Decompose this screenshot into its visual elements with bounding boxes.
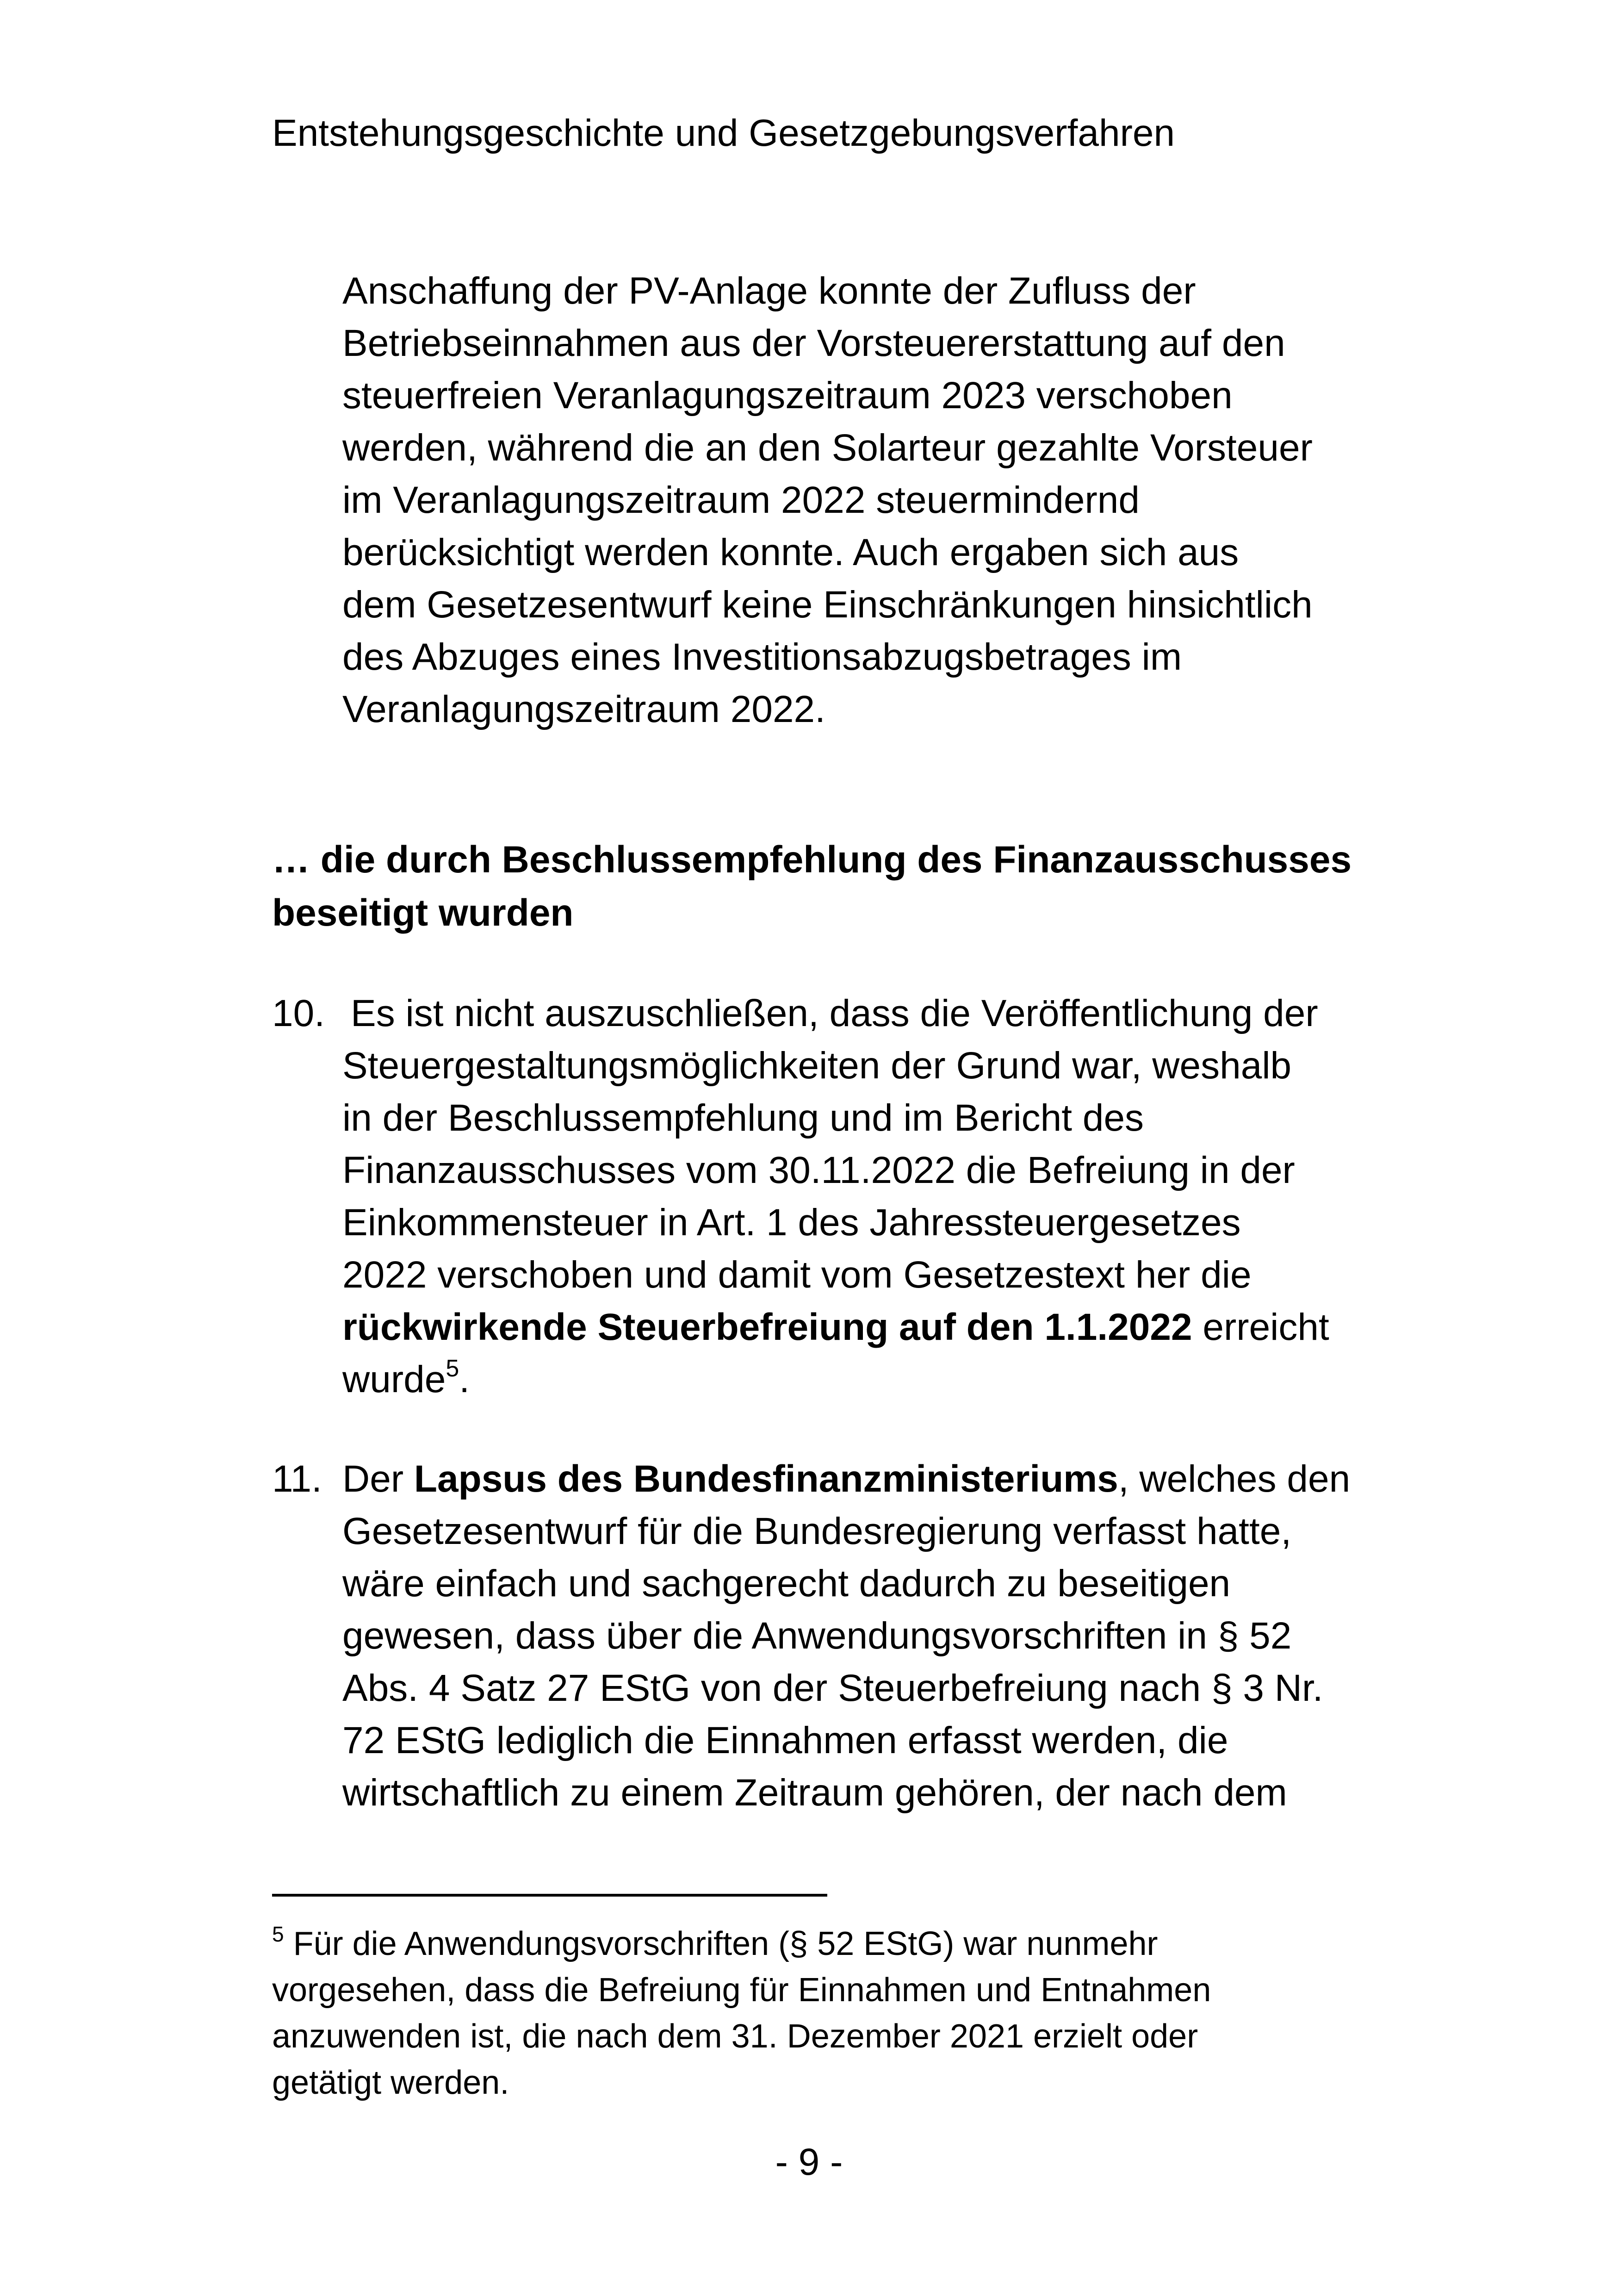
footnote-separator — [272, 1894, 827, 1897]
paragraph-number: 11. — [272, 1458, 322, 1500]
text-fragment: wurde — [342, 1358, 446, 1400]
text-line: Es ist nicht auszuschließen, dass die Veröffentlichung der — [351, 992, 1318, 1034]
text-line: Finanzausschusses vom 30.11.2022 die Befreiung in der — [342, 1149, 1295, 1191]
text-line — [342, 1301, 1329, 1353]
text-line: gewesen, dass über die Anwendungsvorschriften in § 52 — [342, 1615, 1292, 1657]
paragraph-number: 10. — [272, 992, 325, 1034]
text-line: 2022 verschoben und damit vom Gesetzestext her die — [342, 1254, 1252, 1296]
paragraph-11 — [272, 1453, 1351, 1819]
intro-paragraph — [342, 265, 1313, 735]
text-line: 72 EStG lediglich die Einnahmen erfasst werden, die — [342, 1719, 1228, 1761]
footnote-line: anzuwenden ist, die nach dem 31. Dezember 2021 erzielt oder — [272, 2018, 1198, 2055]
text-line: im Veranlagungszeitraum 2022 steuermindernd — [342, 479, 1140, 521]
text-line — [342, 1353, 1329, 1406]
text-line: Gesetzesentwurf für die Bundesregierung verfasst hatte, — [342, 1510, 1292, 1552]
bold-phrase: Lapsus des Bundesfinanzministeriums — [414, 1458, 1118, 1500]
text-line: Abs. 4 Satz 27 EStG von der Steuerbefreiung nach § 3 Nr. — [342, 1667, 1323, 1709]
footnote-reference[interactable]: 5 — [446, 1355, 459, 1382]
text-line: Steuergestaltungsmöglichkeiten der Grund war, weshalb — [342, 1045, 1292, 1087]
text-line: berücksichtigt werden konnte. Auch ergaben sich aus — [342, 531, 1239, 573]
footnote-line: getätigt werden. — [272, 2064, 509, 2101]
text-fragment: Für die Anwendungsvorschriften (§ 52 EStG) war nunmehr — [284, 1925, 1158, 1962]
section-heading — [272, 833, 1351, 940]
text-line: dem Gesetzesentwurf keine Einschränkungen hinsichtlich — [342, 584, 1313, 626]
text-fragment: erreicht — [1192, 1306, 1329, 1348]
text-line: Einkommensteuer in Art. 1 des Jahressteuergesetzes — [342, 1201, 1241, 1244]
footnote-marker: 5 — [272, 1922, 284, 1946]
footnote-line: vorgesehen, dass die Befreiung für Einnahmen und Entnahmen — [272, 1972, 1211, 2009]
page-number: - 9 - — [775, 2141, 843, 2183]
heading-line: … die durch Beschlussempfehlung des Finanzausschusses — [272, 839, 1352, 881]
text-line: werden, während die an den Solarteur gezahlte Vorsteuer — [342, 427, 1313, 469]
page-header: Entstehungsgeschichte und Gesetzgebungsverfahren — [272, 112, 1175, 154]
text-line: Betriebseinnahmen aus der Vorsteuererstattung auf den — [342, 322, 1285, 364]
footnote-line — [272, 1921, 1211, 1967]
bold-phrase: rückwirkende Steuerbefreiung auf den 1.1.2022 — [342, 1306, 1192, 1348]
text-fragment: . — [459, 1358, 470, 1400]
text-line: in der Beschlussempfehlung und im Bericht des — [342, 1097, 1144, 1139]
text-line: Anschaffung der PV-Anlage konnte der Zufluss der — [342, 270, 1196, 312]
text-line: wäre einfach und sachgerecht dadurch zu beseitigen — [342, 1562, 1231, 1605]
text-line: steuerfreien Veranlagungszeitraum 2023 verschoben — [342, 374, 1233, 417]
text-line — [342, 1453, 1350, 1505]
footnote — [272, 1921, 1211, 2106]
text-fragment: , welches den — [1118, 1458, 1351, 1500]
text-line: des Abzuges eines Investitionsabzugsbetrages im — [342, 636, 1182, 678]
text-fragment: Der — [342, 1458, 414, 1500]
paragraph-10 — [272, 987, 1329, 1406]
text-line: wirtschaftlich zu einem Zeitraum gehören, der nach dem — [342, 1772, 1287, 1814]
text-line: Veranlagungszeitraum 2022. — [342, 688, 825, 730]
heading-line: beseitigt wurden — [272, 892, 574, 934]
